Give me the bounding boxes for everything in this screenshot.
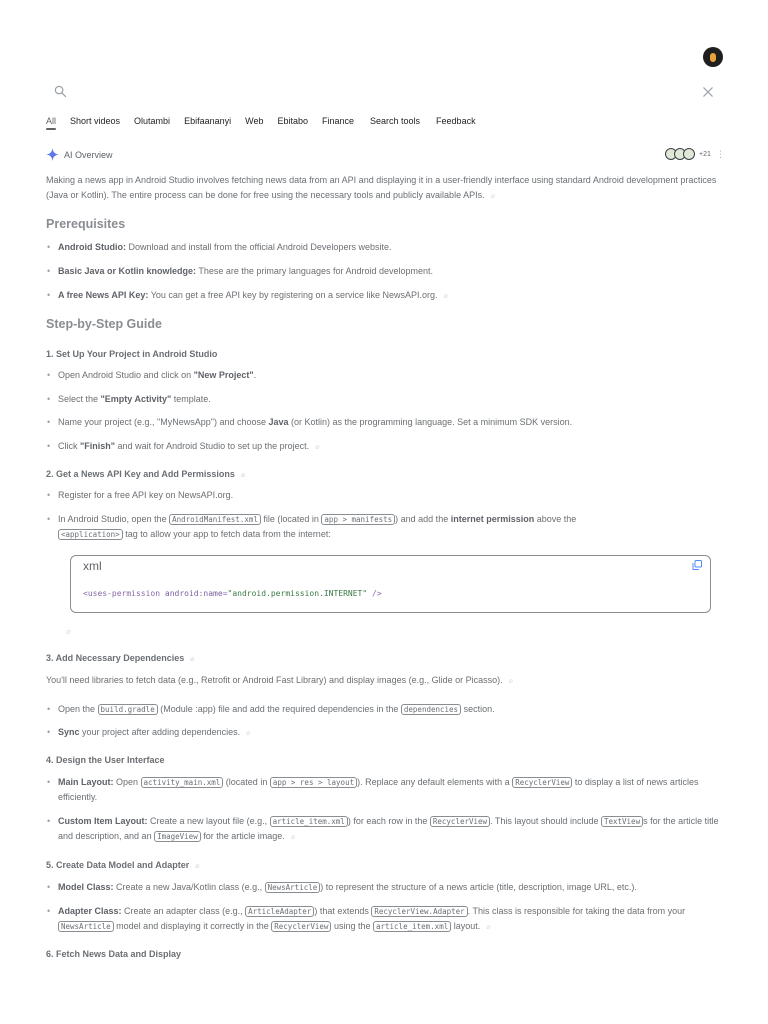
list-item: • Click "Finish" and wait for Android Studio to set up the project. ⌀ <box>46 439 726 454</box>
step-5-title: 5. Create Data Model and Adapter ⌀ <box>46 860 200 870</box>
step-6-title: 6. Fetch News Data and Display <box>46 949 182 959</box>
inline-code: RecyclerView <box>430 816 490 827</box>
link-icon[interactable]: ⌀ <box>246 730 251 737</box>
intro-paragraph: Making a news app in Android Studio involves fetching news data from an API and displaying it in a user-friendly interface using standard Android development practices (Java or Kotlin). The entire process can be done for free using the necessary tools and publicly available APIs. ⌀ <box>46 175 717 200</box>
search-icon[interactable] <box>54 85 67 98</box>
list-item: • Model Class: Create a new Java/Kotlin class (e.g., NewsArticle ) to represent the structure of a news article (title, description, image URL, etc.). <box>46 880 726 895</box>
list-item: • Select the "Empty Activity" template. <box>46 392 726 407</box>
inline-code: ImageView <box>154 831 201 842</box>
link-icon[interactable]: ⌀ <box>508 678 513 685</box>
inline-code: article_item.xml <box>270 816 348 827</box>
inline-code: article_item.xml <box>373 921 451 932</box>
inline-code: RecyclerView.Adapter <box>371 906 467 917</box>
link-icon[interactable]: ⌀ <box>315 444 320 451</box>
link-icon[interactable]: ⌀ <box>190 656 195 663</box>
list-item: • Name your project (e.g., "MyNewsApp") and choose Java (or Kotlin) as the programming language. Set a minimum SDK version. <box>46 415 726 430</box>
inline-code: app > res > layout <box>270 777 357 788</box>
tab-short-videos[interactable]: Short videos <box>70 116 121 126</box>
list-item: • Android Studio: Download and install from the official Android Developers website. <box>46 240 726 255</box>
source-count: +21 <box>699 150 711 158</box>
ai-overview-label: AI Overview <box>64 149 113 160</box>
tab-feedback[interactable]: Feedback <box>436 116 476 126</box>
guide-heading: Step-by-Step Guide <box>46 317 162 331</box>
inline-code: AndroidManifest.xml <box>169 514 261 525</box>
link-icon[interactable]: ⌀ <box>66 627 71 636</box>
inline-code: app > manifests <box>321 514 395 525</box>
inline-code: NewsArticle <box>58 921 114 932</box>
list-item: • Register for a free API key on NewsAPI.org. <box>46 488 726 503</box>
more-vert-icon[interactable]: ⋮ <box>716 149 725 159</box>
link-icon[interactable]: ⌀ <box>240 472 246 479</box>
list-item: • Basic Java or Kotlin knowledge: These are the primary languages for Android development. <box>46 264 726 279</box>
link-icon[interactable]: ⌀ <box>443 293 448 300</box>
avatar-image <box>710 53 716 62</box>
prerequisites-heading: Prerequisites <box>46 217 126 231</box>
inline-code: activity_main.xml <box>141 777 224 788</box>
tab-ebifaananyi[interactable]: Ebifaananyi <box>184 116 232 126</box>
ai-overview-header <box>46 148 113 161</box>
list-item: • Custom Item Layout: Create a new layout file (e.g., article_item.xml ) for each row in the RecyclerView . This layout should include TextView s for the article title and description, and an ImageView for the article image. ⌀ <box>46 814 726 844</box>
step-3-title: 3. Add Necessary Dependencies ⌀ <box>46 653 195 663</box>
source-avatars[interactable] <box>665 148 711 160</box>
step-1-title: 1. Set Up Your Project in Android Studio <box>46 349 218 359</box>
inline-code: NewsArticle <box>265 882 321 893</box>
list-item: • Adapter Class: Create an adapter class (e.g., ArticleAdapter ) that extends RecyclerView.Adapter . This class is responsible for taking the data from your NewsArticle model and displaying it correctly in the RecyclerView using the article_item.xml layout. ⌀ <box>46 904 726 934</box>
list-item: • A free News API Key: You can get a free API key by registering on a service like NewsAPI.org. ⌀ <box>46 288 726 303</box>
tab-all[interactable]: All <box>46 116 56 130</box>
source-icon <box>683 148 695 160</box>
inline-code: <application> <box>58 529 123 540</box>
close-icon[interactable] <box>702 86 714 98</box>
tab-ebitabo[interactable]: Ebitabo <box>277 116 308 126</box>
list-item: • Main Layout: Open activity_main.xml (located in app > res > layout ). Replace any default elements with a RecyclerView to display a list of news articles efficiently. <box>46 775 726 805</box>
link-icon[interactable]: ⌀ <box>486 924 491 931</box>
search-tabs <box>46 116 490 130</box>
list-item: • Open Android Studio and click on "New Project". <box>46 368 726 383</box>
inline-code: RecyclerView <box>271 921 331 932</box>
code-line: <uses-permission android:name="android.permission.INTERNET" /> <box>83 589 382 598</box>
inline-code: RecyclerView <box>512 777 572 788</box>
step-2-title: 2. Get a News API Key and Add Permissions ⌀ <box>46 469 246 479</box>
tab-finance[interactable]: Finance <box>321 116 355 126</box>
list-item: • Sync your project after adding dependencies. ⌀ <box>46 725 726 740</box>
inline-code: dependencies <box>401 704 461 715</box>
tab-web[interactable]: Web <box>245 116 264 126</box>
sparkle-icon <box>46 148 59 161</box>
step-3-paragraph: You'll need libraries to fetch data (e.g., Retrofit or Android Fast Library) and display images (e.g., Glide or Picasso). ⌀ <box>46 675 513 685</box>
inline-code: build.gradle <box>98 704 158 715</box>
step-4-title: 4. Design the User Interface <box>46 755 165 765</box>
list-item: • In Android Studio, open the AndroidManifest.xml file (located in app > manifests ) and add the internet permission above the <application> tag to allow your app to fetch data from the internet: <box>46 512 726 542</box>
link-icon[interactable]: ⌀ <box>290 834 295 841</box>
copy-icon[interactable] <box>692 560 702 570</box>
tab-olutambi[interactable]: Olutambi <box>134 116 171 126</box>
code-language: xml <box>83 559 102 573</box>
tab-search-tools[interactable]: Search tools <box>370 116 421 126</box>
link-icon[interactable]: ⌀ <box>490 193 495 200</box>
list-item: • Open the build.gradle (Module :app) file and add the required dependencies in the dependencies section. <box>46 702 726 717</box>
link-icon[interactable]: ⌀ <box>195 863 200 870</box>
code-block <box>70 555 711 613</box>
avatar[interactable] <box>703 47 723 67</box>
inline-code: ArticleAdapter <box>245 906 314 917</box>
inline-code: TextView <box>601 816 643 827</box>
